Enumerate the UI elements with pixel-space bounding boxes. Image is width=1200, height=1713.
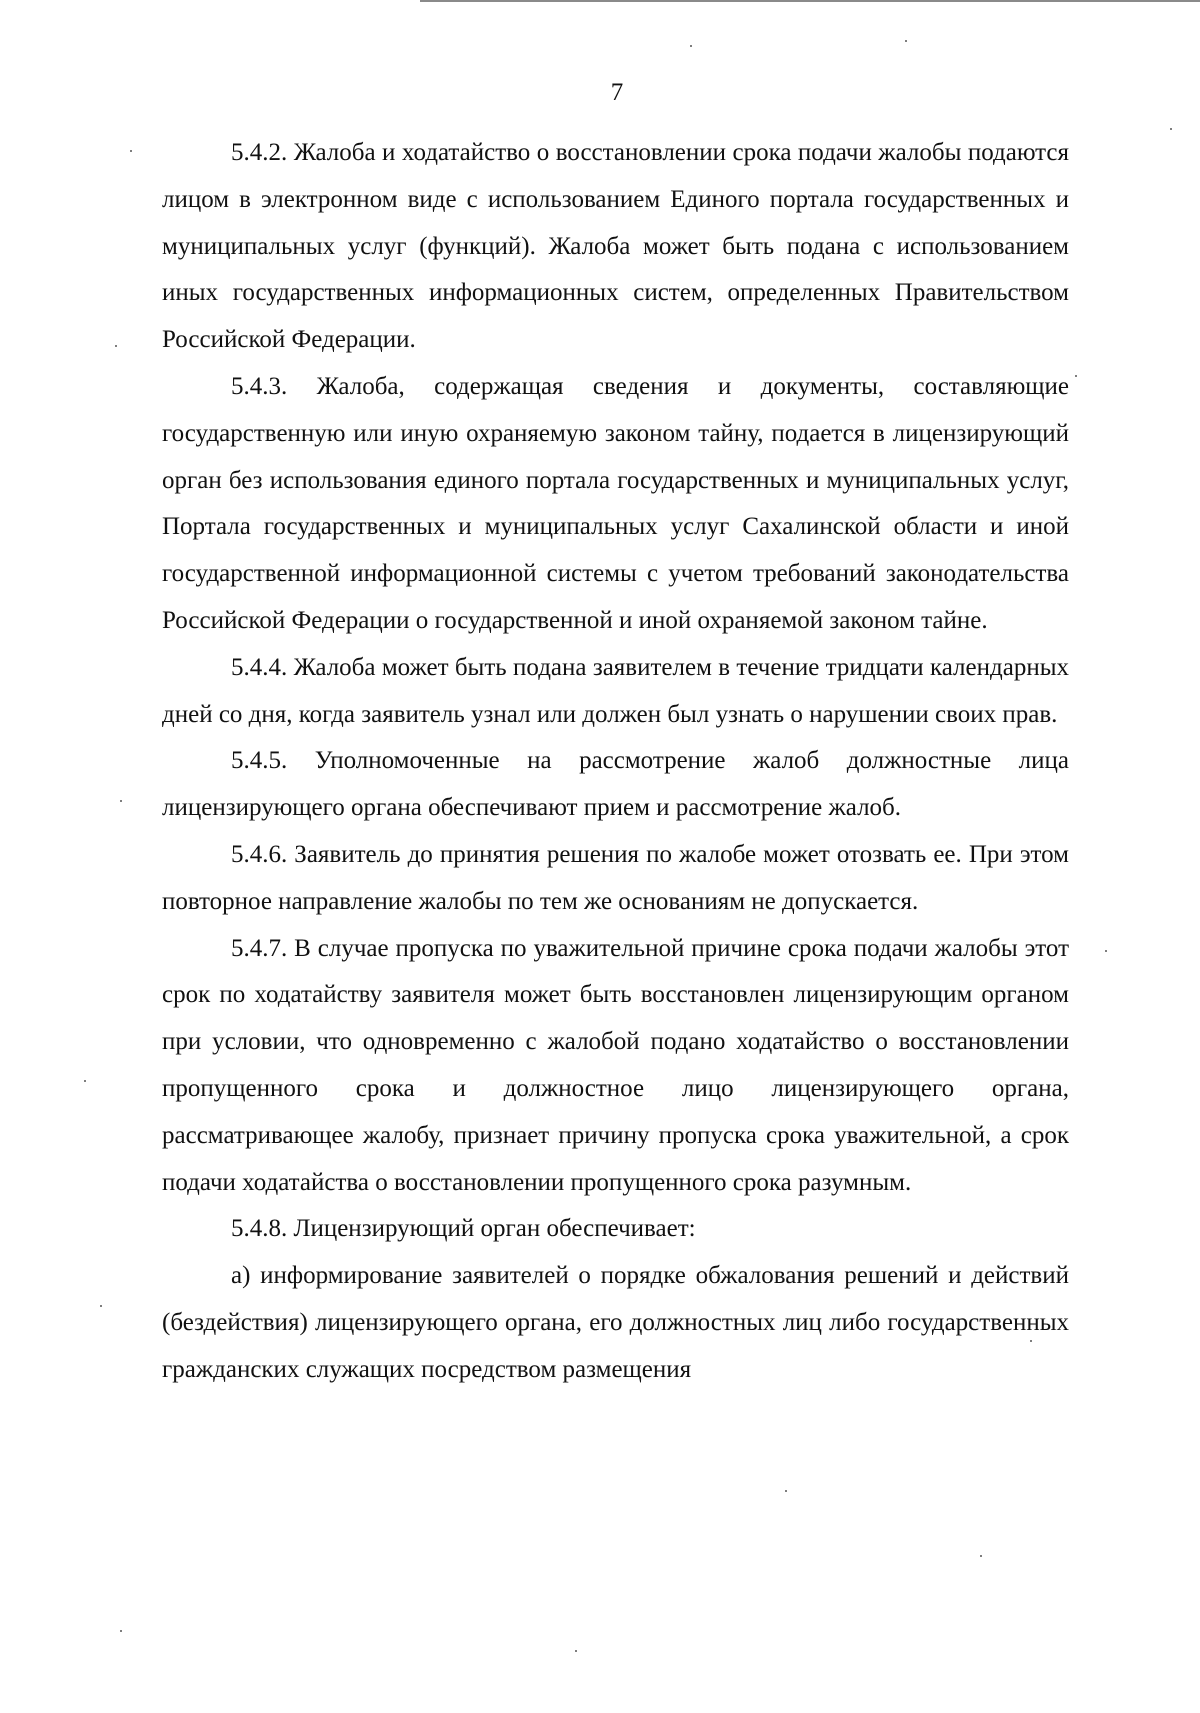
scan-speck (785, 1490, 787, 1492)
page-number: 7 (610, 79, 624, 106)
scan-speck (120, 800, 122, 802)
scan-speck (1105, 950, 1107, 952)
scan-speck (1170, 128, 1172, 130)
scan-speck (575, 1650, 577, 1652)
paragraph-5-4-2: 5.4.2. Жалоба и ходатайство о восстановлении срока подачи жалобы подаются лицом в электронном виде с использованием Единого портала государственных и муниципальных услуг (функций). Жалоба может быть подана с использованием иных государственных информационных систем, определенных Правительством Российской Федерации. (162, 139, 1069, 354)
scan-speck (1075, 375, 1077, 377)
paragraph-5-4-3: 5.4.3. Жалоба, содержащая сведения и документы, составляющие государственную или иную охраняемую законом тайну, подается в лицензирующий орган без использования единого портала государственных и муниципальных услуг, Портала государственных и муниципальных услуг Сахалинской области и иной государственной информационной системы с учетом требований законодательства Российской Федерации о государственной и иной охраняемой законом тайне. (162, 372, 1069, 634)
scan-speck (100, 1305, 102, 1307)
paragraph-5-4-6: 5.4.6. Заявитель до принятия решения по жалобе может отозвать ее. При этом повторное направление жалобы по тем же основаниям не допускается. (162, 840, 1069, 915)
paragraph-5-4-7: 5.4.7. В случае пропуска по уважительной причине срока подачи жалобы этот срок по ходатайству заявителя может быть восстановлен лицензирующим органом при условии, что одновременно с жалобой подано ходатайство о восстановлении пропущенного срока и должностное лицо лицензирующего органа, рассматривающее жалобу, признает причину пропуска срока уважительной, а срок подачи ходатайства о восстановлении пропущенного срока разумным. (162, 934, 1069, 1196)
paragraph-5-4-5: 5.4.5. Уполномоченные на рассмотрение жалоб должностные лица лицензирующего органа обеспечивают прием и рассмотрение жалоб. (162, 747, 1069, 822)
scan-speck (130, 150, 132, 152)
document-body (162, 130, 1069, 1394)
scan-speck (120, 1630, 122, 1632)
scan-speck (1030, 1340, 1032, 1342)
scan-speck (905, 40, 907, 42)
scan-edge-line (420, 0, 1200, 2)
scan-speck (84, 1080, 86, 1082)
paragraph-5-4-8: 5.4.8. Лицензирующий орган обеспечивает: (231, 1215, 696, 1243)
paragraph-5-4-4: 5.4.4. Жалоба может быть подана заявителем в течение тридцати календарных дней со дня, когда заявитель узнал или должен был узнать о нарушении своих прав. (162, 653, 1069, 728)
scan-speck (980, 1555, 982, 1557)
scan-speck (690, 45, 692, 47)
scan-speck (115, 345, 117, 347)
paragraph-5-4-8-a: а) информирование заявителей о порядке обжалования решений и действий (бездействия) лицензирующего органа, его должностных лиц либо государственных гражданских служащих посредством размещения (162, 1262, 1069, 1383)
